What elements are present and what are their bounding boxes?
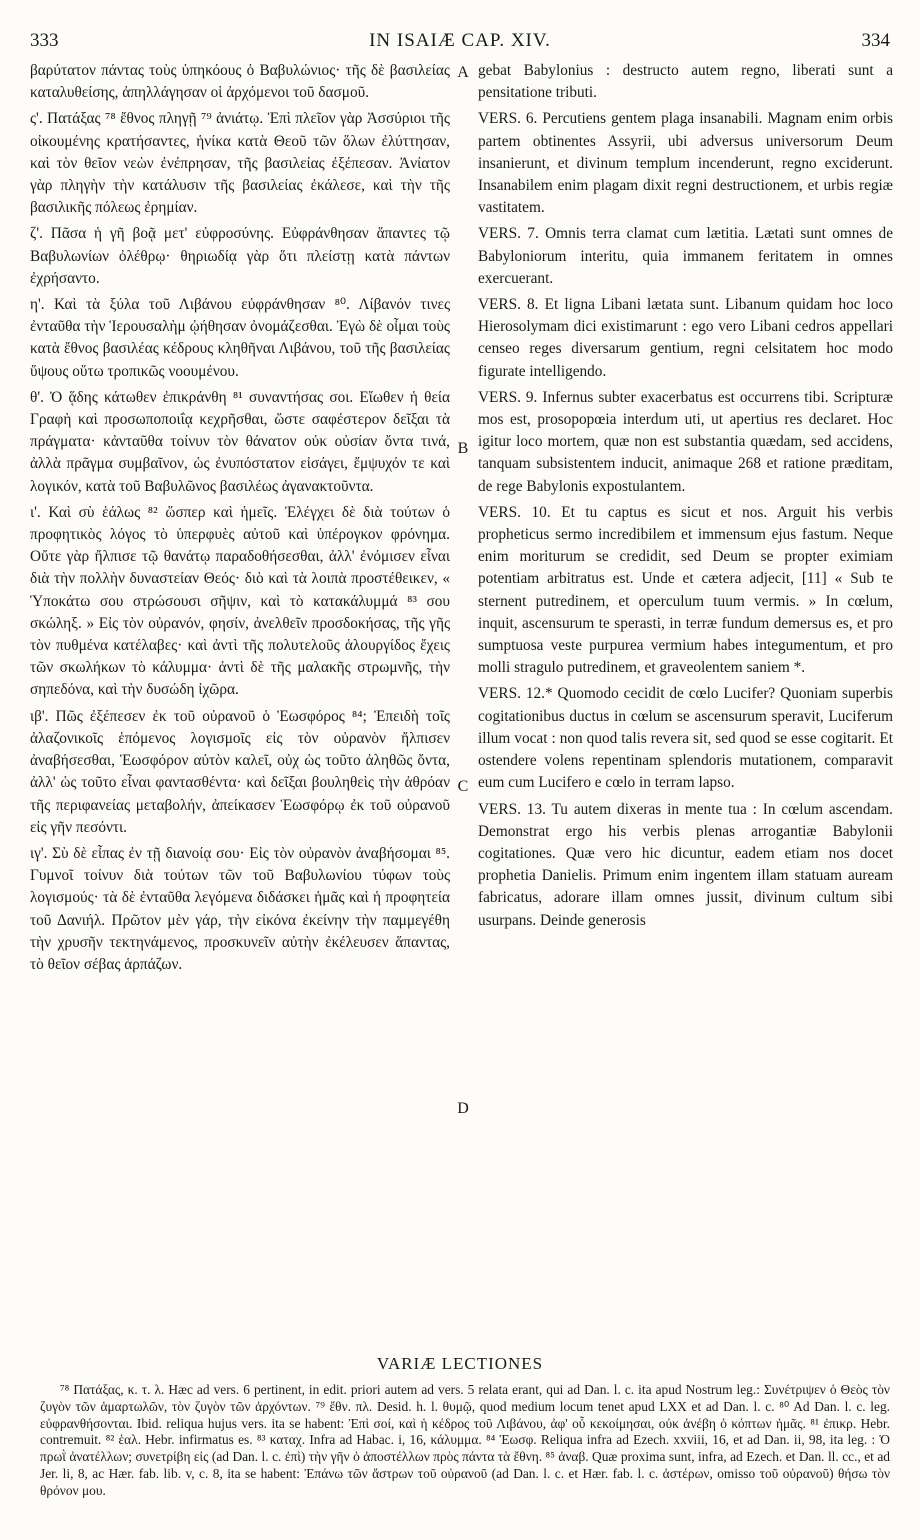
- greek-paragraph: ιβ'. Πῶς ἐξέπεσεν ἐκ τοῦ οὐρανοῦ ὁ Ἑωσφόρος ⁸⁴; Ἐπειδὴ τοῖς ἀλαζονικοῖς ἑπόμενος λογισμοῖς εἰς τὸν οὐρανὸν ἤλπισεν ἀναβήσεσθαι, Ἑωσφόρον αὐτὸν καλεῖ, οὐχ ὡς τοῦτο ἀληθῶς ὄντα, ἀλλ' ὡς τοῦτο εἶναι φαντασθέντα· καὶ δεῖξαι βουληθεὶς τὴν ἀθρόαν τῆς περιφανείας μεταβολήν, ἀπείκασεν Ἑωσφόρῳ ἐκ τοῦ οὐρανοῦ εἰς γῆν πεσόντι.: [30, 707, 450, 836]
- page-number-right: 334: [861, 30, 890, 51]
- variae-lectiones-notes: [40, 1382, 890, 1532]
- greek-paragraph: ιγ'. Σὺ δὲ εἶπας ἐν τῇ διανοίᾳ σου· Εἰς τὸν οὐρανὸν ἀναβήσομαι ⁸⁵. Γυμνοῖ τοίνυν διὰ τούτων τῶν τοῦ Βαβυλωνίου τύφων τοὺς λογισμούς· τὰ δὲ ἐνταῦθα λεγόμενα διδάσκει ἡμᾶς καὶ ἡ προφητεία τοῦ Δανιήλ. Πρῶτον μὲν γάρ, τὴν εἰκόνα ἐκείνην τὴν παμμεγέθη τὴν χρυσῆν τεκτηνάμενος, προσκυνεῖν αὐτὴν ἐκέλευσεν ἅπαντας, τὸ θεῖον σέβας ἁρπάζων.: [30, 844, 450, 973]
- section-markers: [450, 60, 478, 1250]
- section-marker-a: A: [457, 64, 469, 81]
- latin-paragraph: VERS. 13. Tu autem dixeras in mente tua : In cœlum ascendam. Demonstrat ergo his verbis plenas arrogantiæ Babylonii cogitationes. Quæ vero hic dicuntur, eadem etiam nos docet prophetia Danielis. Primum enim ingentem illam statuam auream fabricatus, adorare illam omnes jussit, divinum cultum sibi usurpans. Deinde generosis: [478, 800, 893, 929]
- page-header: [30, 30, 890, 58]
- greek-paragraph: βαρύτατον πάντας τοὺς ὑπηκόους ὁ Βαβυλώνιος· τῆς δὲ βασιλείας καταλυθείσης, ἀπηλλάγησαν οἱ ἀρχόμενοι τοῦ δασμοῦ.: [30, 62, 450, 102]
- greek-paragraph: ς'. Πατάξας ⁷⁸ ἔθνος πληγῇ ⁷⁹ ἀνιάτῳ. Ἐπὶ πλεῖον γὰρ Ἀσσύριοι τῆς οἰκουμένης κρατήσαντες, ἡνίκα κατὰ Θεοῦ τῶν ὅλων ἐλύττησαν, καὶ τὸν θεῖον νεὼν ἐνέπρησαν, τῆς βασιλείας ἐξέπεσαν. Ἀνίατον γὰρ πληγὴν τὴν κατάλυσιν τῆς βασιλείας ἐκάλεσε, καὶ τὴν τῆς βασιλικῆς πόλεως ἐρημίαν.: [30, 110, 450, 217]
- running-title: IN ISAIÆ CAP. XIV.: [369, 30, 551, 51]
- section-marker-d: D: [457, 1100, 469, 1117]
- latin-paragraph: VERS. 8. Et ligna Libani lætata sunt. Libanum quidam hoc loco Hierosolymam dici existimarunt : ego vero Libani cedros appellari censeo reges diversarum gentium, regni celsitatem hoc modo figurate intelligendo.: [478, 296, 893, 380]
- footnote-text: ⁷⁸ Πατάξας, κ. τ. λ. Hæc ad vers. 6 pertinent, in edit. priori autem ad vers. 5 relata erant, qui ad Dan. l. c. ita apud Nostrum leg.: Συνέτριψεν ὁ Θεὸς τὸν ζυγὸν τῶν ἁμαρτωλῶν, τὸν ζυγὸν τῶν ἀρχόντων. ⁷⁹ ἔθν. πλ. Desid. h. l. θυμῷ, quod medium locum tenet apud LXX et ad Dan. l. c. ⁸⁰ Ad Dan. l. c. leg. εὐφρανθήσονται. Ibid. reliqua hujus vers. ita se habent: Ἐπὶ σοί, καὶ ἡ κέδρος τοῦ Λιβάνου, ἀφ' οὗ κεκοίμησαι, οὐκ ἀνέβη ὁ κόπτων ἡμᾶς. ⁸¹ ἐπικρ. Hebr. contremuit. ⁸² ἑαλ. Hebr. infirmatus es. ⁸³ καταχ. Infra ad Habac. i, 16, κάλυμμα. ⁸⁴ Ἑωσφ. Reliqua infra ad Ezech. xxviii, 16, et ad Dan. ii, 98, ita leg. : Ὁ πρωῒ ἀνατέλλων; συνετρίβη εἰς (ad Dan. l. c. ἐπὶ) τὴν γῆν ὁ ἀποστέλλων πρὸς πάντα τὰ ἔθνη. ⁸⁵ ἀναβ. Quæ proxima sunt, infra, ad Ezech. et Dan. ll. cc., et ad Jer. li, 8, ac Hær. fab. lib. v, c. 8, ita se habent: Ἐπάνω τῶν ἄστρων τοῦ οὐρανοῦ (ad Dan. l. c. et Hær. fab. l. c. ἀστέρων, omisso τοῦ οὐρανοῦ) θήσω τὸν θρόνον μου.: [40, 1382, 890, 1498]
- greek-paragraph: η'. Καὶ τὰ ξύλα τοῦ Λιβάνου εὐφράνθησαν ⁸⁰. Λίβανόν τινες ἐνταῦθα τὴν Ἱερουσαλὴμ ᾠήθησαν ὀνομάζεσθαι. Ἐγὼ δὲ οἶμαι τοὺς κατὰ ἔθνος βασιλέας κέδρους κληθῆναι Λιβάνου, τοῦ τῆς βασιλείας ὕψους οὕτω τροπικῶς νοουμένου.: [30, 296, 450, 380]
- latin-paragraph: gebat Babylonius : destructo autem regno, liberati sunt a pensitatione tributi.: [478, 62, 893, 102]
- section-marker-b: B: [457, 440, 469, 457]
- greek-paragraph: ι'. Καὶ σὺ ἑάλως ⁸² ὥσπερ καὶ ἡμεῖς. Ἐλέγχει δὲ διὰ τούτων ὁ προφητικὸς λόγος τὸ ὑπερφυὲς αὐτοῦ καὶ ὑπέρογκον φρόνημα. Οὔτε γὰρ ἤλπισε τῷ θανάτῳ παραδοθήσεσθαι, ἀλλ' ἐνόμισεν εἶναι διὰ τὴν πολλὴν δυναστείαν Θεός· διὸ καὶ τὰ λοιπὰ προστέθεικεν, « Ὑποκάτω σου στρώσουσι σῆψιν, καὶ τὸ κατακάλυμμά ⁸³ σου σκώληξ. » Εἰς τὸν οὐρανόν, φησίν, ἀνελθεῖν προσδοκήσας, τῆς γῆς τὸν πυθμένα κατέλαβες· καὶ ἀντὶ τῆς πολυτελοῦς ἁλουργίδος ἔχεις τῶν σκωλήκων τὸ κάλυμμα· ἀντὶ δὲ τῆς μαλακῆς στρωμνῆς, τὴν σηπεδόνα, καὶ τὴν δυσώδη ἰχῶρα.: [30, 503, 450, 699]
- latin-paragraph: VERS. 6. Percutiens gentem plaga insanabili. Magnam enim orbis partem obtinentes Assyrii, ubi adversus universorum Deum insanierunt, et divinum templum incenderunt, regno exciderunt. Insanabilem enim plagam dixit regni destructionem, et urbis regiæ vastitatem.: [478, 110, 893, 217]
- greek-column: [30, 60, 450, 1250]
- latin-paragraph: VERS. 12.* Quomodo cecidit de cœlo Lucifer? Quoniam superbis cogitationibus ductus in cœlum se ascensurum speravit, Luciferum illum vocat : non quod talis revera sit, sed quod se esse cogitarit. Et ostendere volens repentinam splendoris mutationem, comparavit eum cum Lucifero e cœlo in terram lapso.: [478, 685, 893, 792]
- latin-paragraph: VERS. 9. Infernus subter exacerbatus est occurrens tibi. Scripturæ mos est, prosopopœia interdum uti, ut apertius res declaret. Hoc igitur loco mortem, quæ non est substantia quædam, sed accidens, tanquam subsistentem inducit, animaque 268 et ratione præditam, de rege Babylonis expostulantem.: [478, 388, 893, 495]
- variae-lectiones-heading: VARIÆ LECTIONES: [376, 1354, 544, 1373]
- page-number-left: 333: [30, 30, 59, 51]
- greek-paragraph: ζ'. Πᾶσα ἡ γῆ βοᾷ μετ' εὐφροσύνης. Εὐφράνθησαν ἅπαντες τῷ Βαβυλωνίων ὀλέθρῳ· θηριωδίᾳ γὰρ ὅτι πλείστῃ κατὰ πάντων ἐχρήσαντο.: [30, 225, 450, 287]
- latin-paragraph: VERS. 10. Et tu captus es sicut et nos. Arguit his verbis propheticus sermo incredibilem et immensum ejus fastum. Neque enim moriturum se credidit, sed Deum se propter eximiam potentiam arbitratus est. Unde et cætera adjecit, [11] « Sub te sternent putredinem, et operculum tuum vermis. » In cœlum, inquit, ascensurum te sperasti, in terræ fundum demersus es, et pro sumptuosa veste purpurea vermium habes integumentum, et pro molli stragulo putredinem, et graveolentem saniem *.: [478, 503, 893, 677]
- greek-paragraph: θ'. Ὁ ᾅδης κάτωθεν ἐπικράνθη ⁸¹ συναντήσας σοι. Εἴωθεν ἡ θεία Γραφὴ καὶ προσωποποιΐᾳ κεχρῆσθαι, ὥστε σαφέστερον δεῖξαι τὰ πράγματα· κἀνταῦθα τοίνυν τὸν θάνατον οὐκ οὐσίαν ὄντα τινά, ἀλλὰ πρᾶγμα συμβαῖνον, ὡς ἐνυπόστατον εἰσάγει, ἔμψυχόν τε καὶ λογικόν, κατὰ τοῦ Βαβυλῶνος βασιλέως ἀγανακτοῦντα.: [30, 388, 450, 495]
- latin-paragraph: VERS. 7. Omnis terra clamat cum lætitia. Lætati sunt omnes de Babyloniorum interitu, quia immanem feritatem in omnes exercuerant.: [478, 225, 893, 287]
- section-marker-c: C: [457, 778, 469, 795]
- latin-column: [478, 60, 893, 1250]
